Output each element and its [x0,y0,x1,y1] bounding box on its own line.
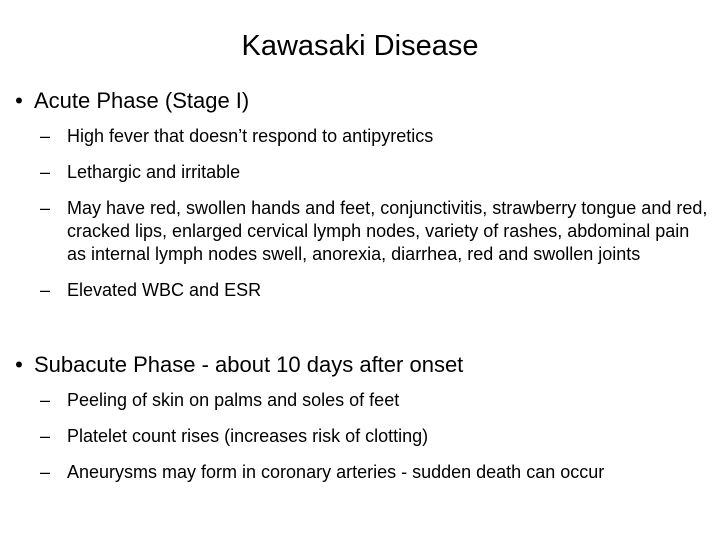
bullet-marker: • [15,352,23,377]
dash-marker: – [40,426,51,446]
list-item [40,279,710,302]
list-item [40,389,710,412]
slide-title: Kawasaki Disease [241,30,479,62]
dash-marker: – [40,198,51,218]
list-item-text: Peeling of skin on palms and soles of feet [67,390,400,410]
list-item [40,161,710,184]
list-item-text: Platelet count rises (increases risk of clotting) [67,426,429,446]
dash-marker: – [40,280,51,300]
list-item-text: Lethargic and irritable [67,162,241,182]
subacute-phase-list [40,389,710,497]
list-item-text: High fever that doesn’t respond to antipyretics [67,126,434,146]
acute-phase-list [40,125,710,315]
list-item-text: May have red, swollen hands and feet, conjunctivitis, strawberry tongue and red, cracked lips, enlarged cervical lymph nodes, variety of rashes, abdominal pain as internal lymph nodes swell, anorexia, diarrhea, red and swollen joints [67,198,708,264]
dash-marker: – [40,162,51,182]
section-heading-text: Subacute Phase - about 10 days after onset [34,352,464,377]
list-item [40,461,710,484]
dash-marker: – [40,390,51,410]
bullet-marker: • [15,88,23,113]
section-heading-text: Acute Phase (Stage I) [34,88,250,113]
list-item-text: Aneurysms may form in coronary arteries - sudden death can occur [67,462,605,482]
list-item-text: Elevated WBC and ESR [67,280,262,300]
list-item [40,125,710,148]
dash-marker: – [40,126,51,146]
dash-marker: – [40,462,51,482]
list-item [40,197,710,266]
list-item [40,425,710,448]
